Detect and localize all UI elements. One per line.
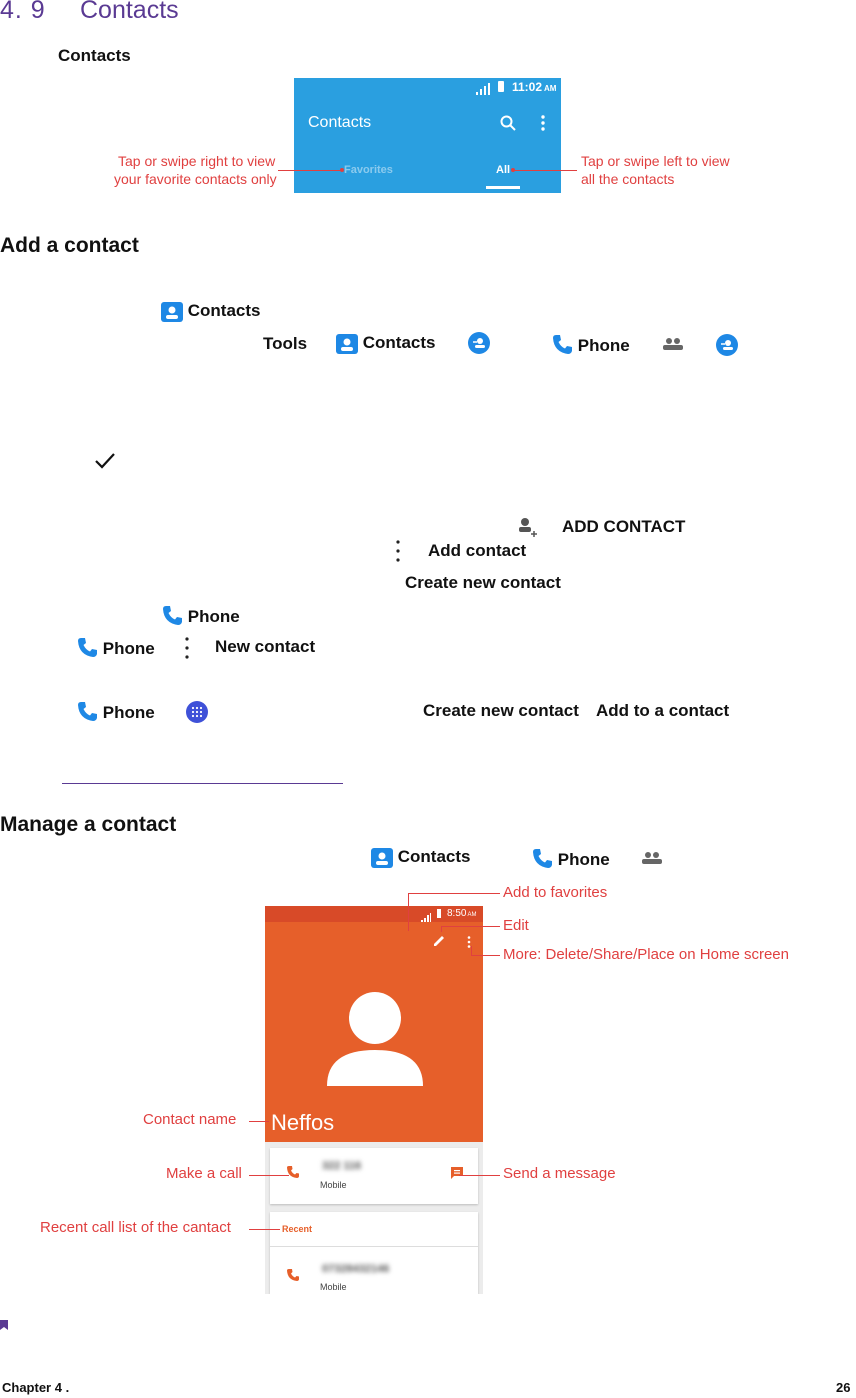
add-person-fab-icon (468, 332, 490, 354)
callout-make-call: Make a call (166, 1165, 242, 1182)
phone-app-icon (76, 636, 98, 663)
callout-send-message: Send a message (503, 1165, 616, 1182)
section-title: Contacts (80, 0, 179, 24)
status-ampm: AM (544, 84, 557, 93)
signal-icon (476, 82, 490, 100)
contact-header (265, 922, 483, 1142)
contacts-app-icon (161, 302, 183, 322)
heading-add-contact: Add a contact (0, 234, 139, 257)
add-person-icon (516, 516, 538, 543)
battery-icon (437, 909, 441, 918)
create-new-contact-label-2: Create new contact (423, 701, 579, 720)
search-icon[interactable] (500, 115, 516, 136)
callout-edit: Edit (503, 917, 529, 934)
phone-label-2: Phone (187, 606, 240, 626)
phone-label-5: Phone (557, 849, 610, 869)
dialpad-icon (186, 701, 208, 728)
recent-label: Recent (282, 1224, 313, 1234)
phone-type: Mobile (320, 1180, 347, 1190)
contacts-group-icon (641, 851, 663, 870)
section-number: 4. 9 (0, 0, 46, 24)
phone-app-icon (161, 604, 183, 631)
status-ampm: AM (467, 912, 477, 918)
phone-label-1: Phone (577, 335, 630, 355)
recent-type: Mobile (320, 1282, 347, 1292)
tab-all[interactable]: All (496, 164, 511, 176)
callout-all-line2: all the contacts (581, 171, 675, 187)
contact-detail-screenshot (265, 906, 483, 1294)
tools-label: Tools (263, 334, 308, 353)
more-vert-icon (396, 540, 400, 567)
phone-app-icon (551, 333, 573, 360)
contact-name: Neffos (271, 1110, 335, 1135)
intro-label: Contacts (58, 46, 131, 65)
callout-contact-name: Contact name (143, 1111, 237, 1128)
phone-number: 322 116 (322, 1160, 362, 1172)
battery-icon (498, 81, 504, 92)
callout-favorites-line1: Tap or swipe right to view (118, 153, 276, 169)
callout-line-left (278, 170, 342, 171)
status-time: 8:50 (447, 908, 467, 919)
callout-add-favorites: Add to favorites (503, 884, 608, 901)
callout-all-line1: Tap or swipe left to view (581, 153, 730, 169)
contacts-group-icon (662, 337, 684, 356)
new-contact-label: New contact (215, 637, 316, 656)
add-contact-caps: ADD CONTACT (562, 517, 686, 536)
contacts-label-1: Contacts (187, 301, 261, 320)
contacts-app-icon (336, 334, 358, 354)
phone-number-card[interactable] (270, 1148, 478, 1204)
tab-indicator (486, 186, 520, 189)
status-time: 11:02 (512, 80, 543, 94)
callout-recent-calls: Recent call list of the cantact (40, 1219, 231, 1236)
bookmark-icon (0, 1317, 8, 1335)
contacts-app-icon (371, 848, 393, 868)
footer-chapter: Chapter 4 . (2, 1380, 70, 1395)
more-vert-icon (185, 637, 189, 664)
create-new-contact-label: Create new contact (405, 573, 561, 592)
page-number: 26 (836, 1380, 851, 1395)
phone-label-3: Phone (102, 638, 155, 658)
edit-pencil-icon[interactable] (432, 934, 446, 953)
link-underline (62, 783, 343, 784)
contacts-label-3: Contacts (397, 847, 471, 866)
add-contact-label: Add contact (428, 541, 527, 560)
phone-label-4: Phone (102, 702, 155, 722)
app-title: Contacts (308, 114, 372, 131)
checkmark-icon (94, 452, 116, 475)
callout-more: More: Delete/Share/Place on Home screen (503, 946, 789, 963)
recent-number: 07328432146 (322, 1263, 390, 1275)
more-vert-icon[interactable] (541, 115, 545, 136)
heading-manage-contact: Manage a contact (0, 813, 177, 836)
status-bar (265, 906, 483, 922)
phone-app-icon (76, 700, 98, 727)
add-to-contact-label: Add to a contact (596, 701, 730, 720)
tab-favorites[interactable]: Favorites (344, 164, 393, 176)
contacts-app-screenshot (294, 78, 561, 193)
contacts-label-2: Contacts (362, 333, 436, 352)
callout-line-right (513, 170, 577, 171)
phone-app-icon (531, 847, 553, 874)
add-person-fab-icon (716, 334, 738, 356)
callout-favorites-line2: your favorite contacts only (114, 171, 277, 187)
avatar-placeholder-icon (325, 986, 425, 1091)
call-icon[interactable] (286, 1268, 300, 1287)
recent-calls-card (270, 1212, 478, 1294)
